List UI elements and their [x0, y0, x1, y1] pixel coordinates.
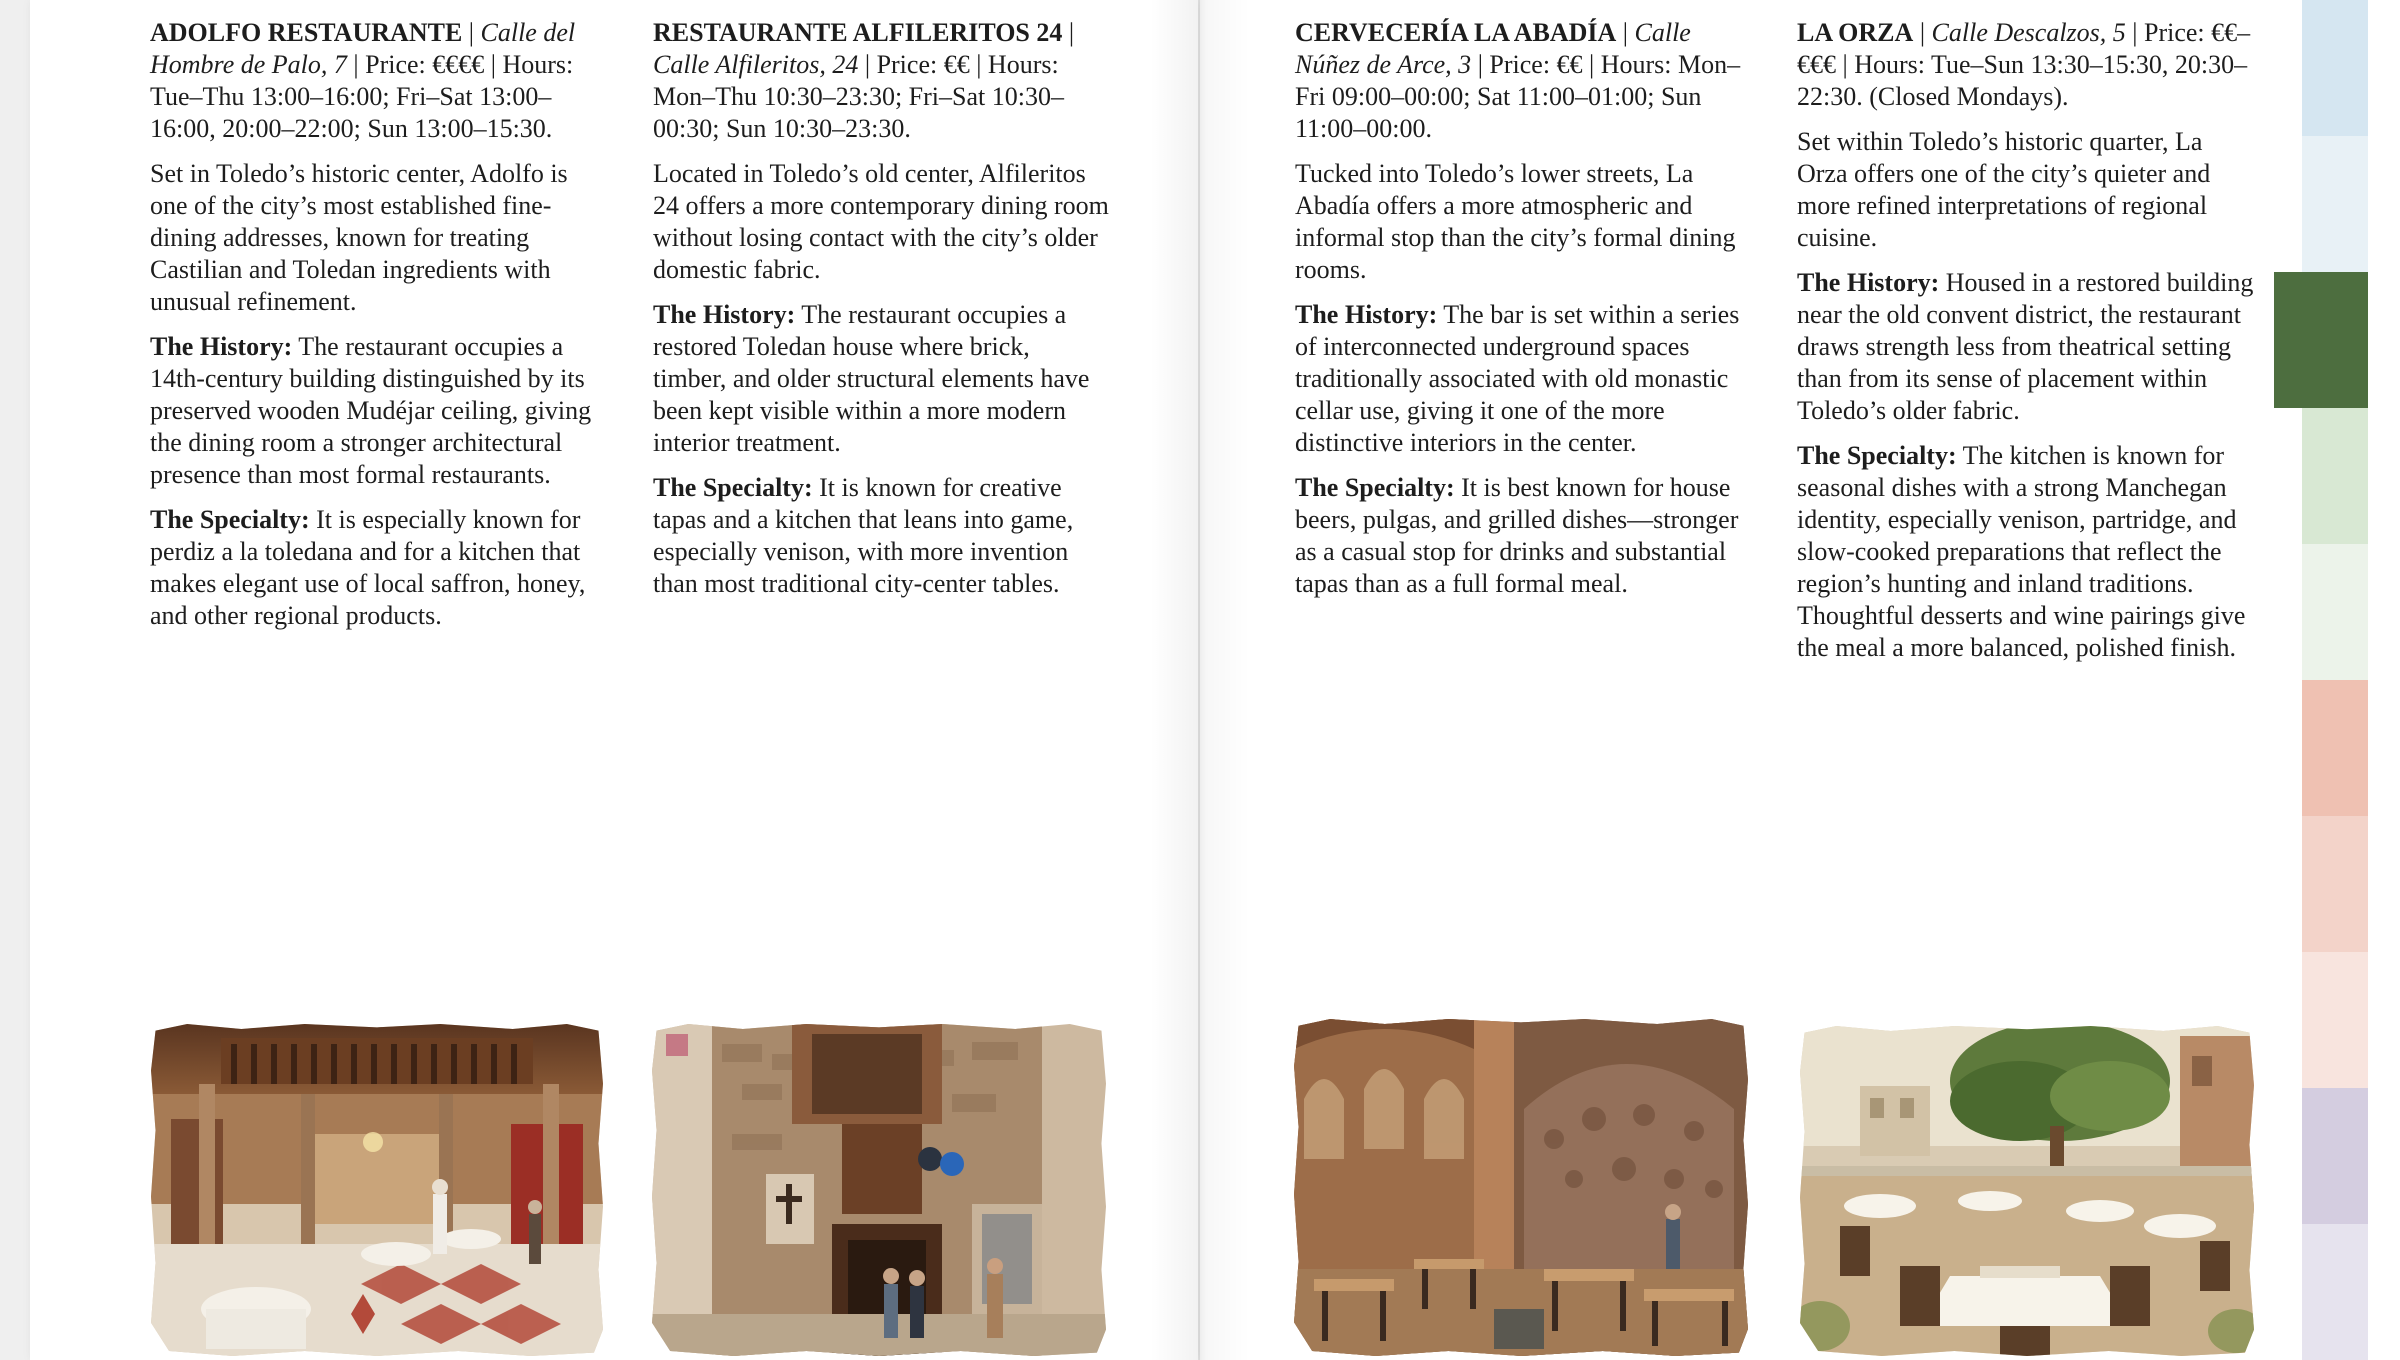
history-label: The History: — [150, 332, 293, 361]
specialty-paragraph — [1797, 440, 2257, 664]
la-orza-terrace-illustration — [1800, 1026, 2254, 1356]
restaurant-details: | Price: €€€€ | Hours: Tue–Thu 13:00–16:00; Fri–Sat 13:00–16:00, 20:00–22:00; Sun 13:00–15:30. — [150, 50, 574, 143]
specialty-label: The Specialty: — [150, 505, 310, 534]
history-text: Housed in a restored building near the old convent district, the restaurant draws strength less from theatrical setting than from its sense of placement within Toledo’s older fabric. — [1797, 268, 2254, 425]
restaurant-intro: Set within Toledo’s historic quarter, La Orza offers one of the city’s quieter and more refined interpretations of regional cuisine. — [1797, 127, 2211, 252]
restaurant-name: LA ORZA — [1797, 18, 1914, 47]
restaurant-intro: Tucked into Toledo’s lower streets, La Abadía offers a more atmospheric and informal stop than the city’s formal dining rooms. — [1295, 159, 1736, 284]
restaurant-name: RESTAURANTE ALFILERITOS 24 — [653, 18, 1063, 47]
specialty-text: It is especially known for perdiz a la toledana and for a kitchen that makes elegant use of local saffron, honey, and other regional products. — [150, 505, 586, 630]
separator: | — [1616, 18, 1635, 47]
restaurant-address: Calle Núñez de Arce, 3 — [1295, 18, 1691, 79]
entry-header — [1797, 17, 2257, 113]
section-tab-5[interactable] — [2302, 544, 2368, 681]
history-paragraph — [1295, 299, 1749, 459]
section-tab-10[interactable] — [2302, 1224, 2368, 1360]
history-label: The History: — [653, 300, 796, 329]
specialty-label: The Specialty: — [1797, 441, 1957, 470]
specialty-paragraph — [653, 472, 1109, 600]
section-tab-1[interactable] — [2302, 0, 2368, 137]
section-tabs — [2302, 0, 2400, 1360]
restaurant-entry-alfileritos — [653, 17, 1109, 613]
specialty-label: The Specialty: — [1295, 473, 1455, 502]
restaurant-address: Calle del Hombre de Palo, 7 — [150, 18, 576, 79]
restaurant-details: | Price: €€ | Hours: Mon–Thu 10:30–23:30; Fri–Sat 10:30–00:30; Sun 10:30–23:30. — [653, 50, 1064, 143]
restaurant-intro: Set in Toledo’s historic center, Adolfo is one of the city’s most established fine-dining addresses, known for treating Castilian and Toledan ingredients with unusual refinement. — [150, 159, 568, 316]
section-tab-4[interactable] — [2302, 408, 2368, 545]
restaurant-details: | Price: €€ | Hours: Mon–Fri 09:00–00:00; Sat 11:00–01:00; Sun 11:00–00:00. — [1295, 50, 1741, 143]
adolfo-interior-illustration — [151, 1024, 603, 1356]
history-paragraph — [653, 299, 1109, 459]
specialty-text: It is known for creative tapas and a kitchen that leans into game, especially venison, with more invention than most traditional city-center tables. — [653, 473, 1074, 598]
specialty-paragraph — [150, 504, 604, 632]
history-text: The restaurant occupies a restored Toledan house where brick, timber, and older structural elements have been kept visible within a more modern interior treatment. — [653, 300, 1090, 457]
history-paragraph — [1797, 267, 2257, 427]
history-text: The restaurant occupies a 14th-century building distinguished by its preserved wooden Mudéjar ceiling, giving the dining room a stronger architectural presence than most formal restaurants. — [150, 332, 592, 489]
history-paragraph — [150, 331, 604, 491]
specialty-label: The Specialty: — [653, 473, 813, 502]
history-text: The bar is set within a series of interconnected underground spaces traditionally associated with old monastic cellar use, giving it one of the more distinctive interiors in the center. — [1295, 300, 1740, 457]
restaurant-entry-la-orza — [1797, 17, 2257, 677]
restaurant-address: Calle Alfileritos, 24 — [653, 50, 859, 79]
section-tab-6[interactable] — [2302, 680, 2368, 817]
restaurant-name: ADOLFO RESTAURANTE — [150, 18, 463, 47]
restaurant-entry-adolfo — [150, 17, 604, 645]
restaurant-entry-la-abadia — [1295, 17, 1749, 613]
restaurant-address: Calle Descalzos, 5 — [1931, 18, 2126, 47]
la-abadia-cellar-illustration — [1294, 1019, 1748, 1356]
section-tab-8[interactable] — [2302, 952, 2368, 1089]
specialty-text: It is best known for house beers, pulgas, and grilled dishes—stronger as a casual stop for drinks and substantial tapas than as a full formal meal. — [1295, 473, 1739, 598]
separator: | — [1062, 18, 1075, 47]
history-label: The History: — [1295, 300, 1438, 329]
entry-header — [150, 17, 604, 145]
restaurant-intro: Located in Toledo’s old center, Alfileritos 24 offers a more contemporary dining room without losing contact with the city’s older domestic fabric. — [653, 159, 1109, 284]
specialty-paragraph — [1295, 472, 1749, 600]
history-label: The History: — [1797, 268, 1940, 297]
restaurant-details: | Price: €€–€€€ | Hours: Tue–Sun 13:30–15:30, 20:30–22:30. (Closed Mondays). — [1797, 18, 2251, 111]
alfileritos-facade-illustration — [652, 1024, 1106, 1356]
entry-header — [653, 17, 1109, 145]
restaurant-name: CERVECERÍA LA ABADÍA — [1295, 18, 1617, 47]
section-tab-7[interactable] — [2302, 816, 2368, 953]
separator: | — [1913, 18, 1932, 47]
separator: | — [462, 18, 481, 47]
specialty-text: The kitchen is known for seasonal dishes with a strong Manchegan identity, especially venison, partridge, and slow-cooked preparations that reflect the region’s hunting and inland traditions. Thoughtful desserts and wine pairings give the meal a more balanced, polished finish. — [1797, 441, 2246, 662]
section-tab-2[interactable] — [2302, 136, 2368, 273]
section-tab-3[interactable] — [2274, 272, 2368, 408]
section-tab-9[interactable] — [2302, 1088, 2368, 1225]
entry-header — [1295, 17, 1749, 145]
